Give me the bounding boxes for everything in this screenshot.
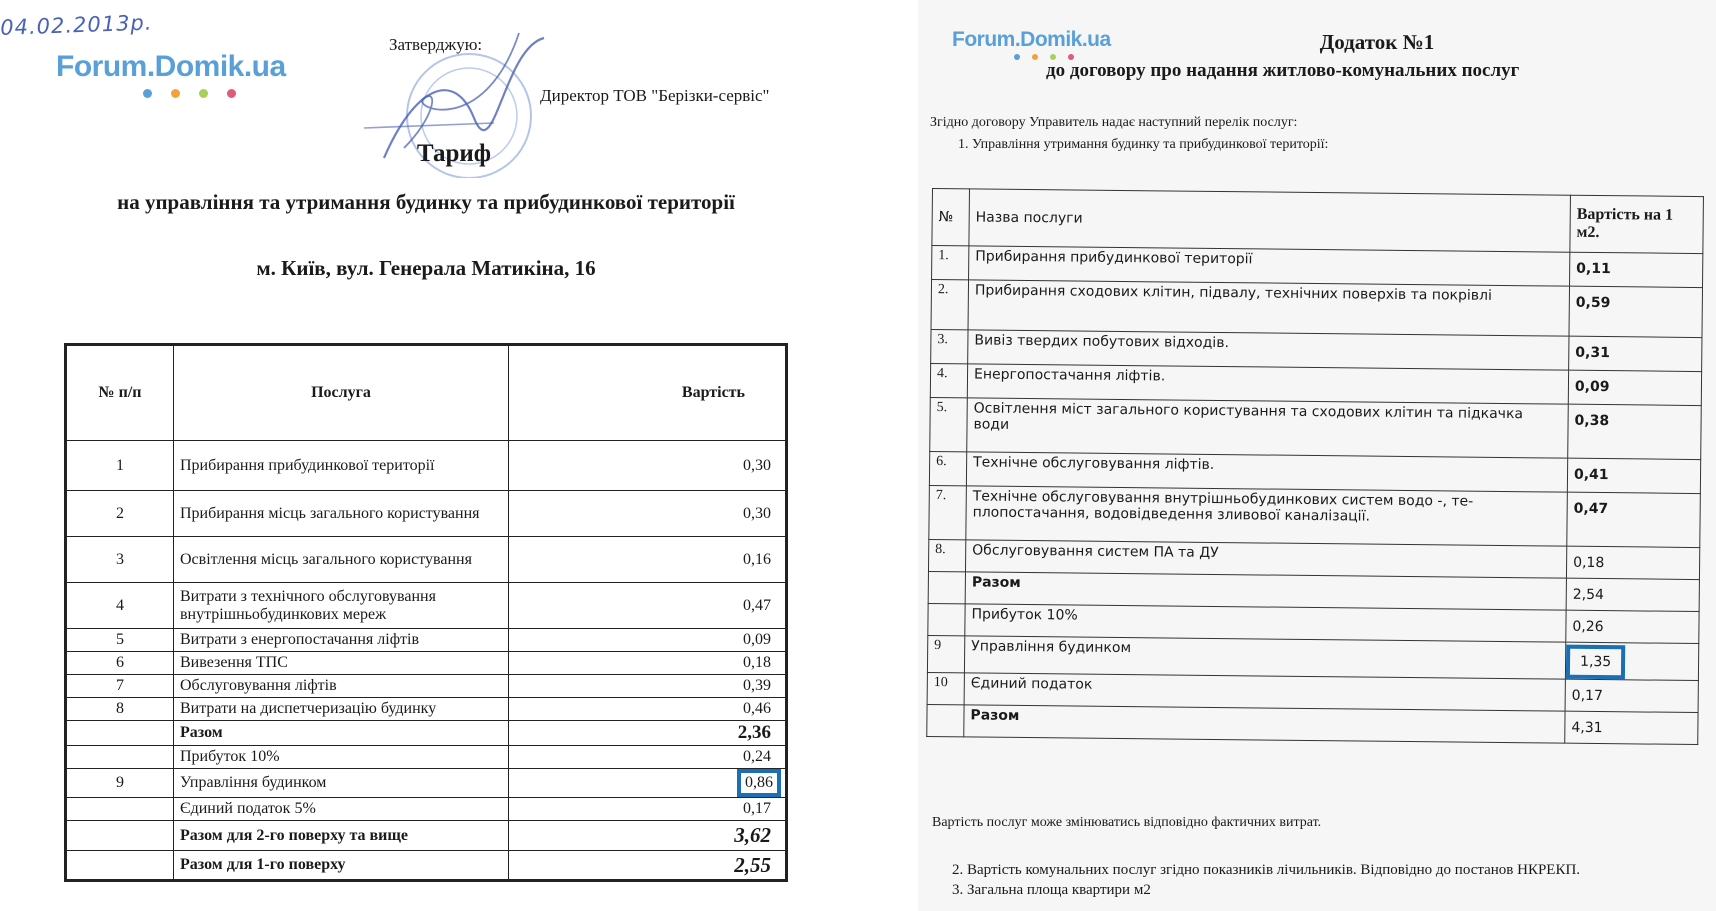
row-num: 9 xyxy=(66,769,174,798)
table-row-total xyxy=(66,721,787,746)
row-name: Прибуток 10% xyxy=(965,604,1566,642)
document-subtitle: на управління та утримання будинку та прибудинкової території xyxy=(117,190,735,214)
row-name: Єдиний податок xyxy=(964,673,1565,711)
signature-date: 04.02.2013р. xyxy=(0,10,153,40)
row-value: 0,09 xyxy=(1568,370,1701,405)
row-num: 10 xyxy=(927,672,964,704)
table-row xyxy=(66,491,787,537)
row-num: 9 xyxy=(927,635,964,672)
row-name: Єдиний податок 5% xyxy=(174,798,509,821)
row-value: 0,30 xyxy=(509,441,787,491)
row-num: 3. xyxy=(931,329,968,363)
row-value: 2,55 xyxy=(509,851,787,881)
approval-label: Затверджую: xyxy=(389,35,483,54)
intro-text: Згідно договору Управитель надає наступний перелік послуг: xyxy=(930,115,1298,130)
section-item-2: 2. Вартість комунальних послуг згідно показників лічильників. Відповідно до постанов НКРЕКП. xyxy=(952,862,1581,878)
row-name: Освітлення місць загального користування xyxy=(174,537,509,583)
row-num: 7. xyxy=(929,485,967,539)
table-row xyxy=(66,698,787,721)
row-value: 0,31 xyxy=(1569,336,1702,371)
row-value: 0,18 xyxy=(509,652,787,675)
row-num: 2 xyxy=(66,491,174,537)
section-item-1: 1. Управління утримання будинку та прибудинкової території: xyxy=(958,137,1329,152)
row-name: Витрати з технічного обслуговування внутрішньобудинкових мереж xyxy=(174,583,509,629)
right-services-table xyxy=(926,188,1704,745)
row-num xyxy=(928,603,965,635)
row-value: 0,17 xyxy=(509,798,787,821)
logo-dots-icon xyxy=(143,89,243,99)
row-num xyxy=(66,798,174,821)
row-value: 0,30 xyxy=(509,491,787,537)
appendix-title: Додаток №1 xyxy=(1319,30,1435,54)
right-contract-appendix xyxy=(918,0,1716,911)
table-row xyxy=(66,537,787,583)
row-num xyxy=(66,821,174,851)
row-value: 0,11 xyxy=(1570,252,1703,287)
row-value: 0,39 xyxy=(509,675,787,698)
section-item-3: 3. Загальна площа квартири м2 xyxy=(952,882,1151,898)
row-name: Технічне обслуговування внутрішньобудинкових систем водо -, те-плопостачання, водовідведення зливової каналізації. xyxy=(966,486,1568,546)
table-row xyxy=(66,675,787,698)
row-name: Обслуговування систем ПА та ДУ xyxy=(965,540,1566,578)
row-num: 4 xyxy=(66,583,174,629)
row-name: Прибирання прибудинкової території xyxy=(174,441,509,491)
row-num: 4. xyxy=(930,363,967,397)
table-row-total xyxy=(66,821,787,851)
appendix-subtitle: до договору про надання житлово-комунальних послуг xyxy=(1046,60,1520,81)
row-value: 0,17 xyxy=(1565,679,1698,712)
table-row xyxy=(929,485,1701,547)
table-header-row xyxy=(66,345,787,441)
table-row xyxy=(66,583,787,629)
table-row xyxy=(930,397,1702,459)
table-row-total xyxy=(927,704,1698,744)
row-value: 4,31 xyxy=(1565,711,1698,744)
row-num xyxy=(66,746,174,769)
table-header-row xyxy=(932,189,1704,254)
highlighted-value: 0,86 xyxy=(737,769,781,797)
row-value: 3,62 xyxy=(509,821,787,851)
highlighted-value: 1,35 xyxy=(1566,645,1626,680)
row-name: Прибирання прибудинкової території xyxy=(969,246,1570,286)
header-cost: Вартість на 1 м2. xyxy=(1570,195,1704,253)
row-value: 0,09 xyxy=(509,629,787,652)
table-row xyxy=(66,652,787,675)
row-num: 6. xyxy=(929,451,966,485)
table-row xyxy=(66,441,787,491)
row-name: Управління будинком xyxy=(964,636,1565,679)
header-service: Назва послуги xyxy=(969,189,1571,252)
row-num xyxy=(66,721,174,746)
row-name: Разом xyxy=(965,572,1566,610)
row-name: Прибуток 10% xyxy=(174,746,509,769)
row-value: 0,59 xyxy=(1569,286,1703,337)
row-num: 8. xyxy=(928,539,965,571)
row-value: 0,16 xyxy=(509,537,787,583)
row-value: 0,24 xyxy=(509,746,787,769)
row-value: 0,18 xyxy=(1566,546,1699,579)
row-name: Технічне обслуговування ліфтів. xyxy=(966,452,1567,492)
forum-domik-logo: Forum.Domik.ua xyxy=(952,28,1111,51)
forum-domik-logo: Forum.Domik.ua xyxy=(56,50,286,83)
row-name: Вивіз твердих побутових відходів. xyxy=(968,330,1569,370)
row-num: 2. xyxy=(931,280,969,330)
director-label: Директор ТОВ "Берізки-сервіс" xyxy=(540,86,770,105)
row-name: Прибирання сходових клітин, підвалу, технічних поверхів та покрівлі xyxy=(968,280,1569,336)
row-value: 0,47 xyxy=(1567,492,1701,547)
row-num: 8 xyxy=(66,698,174,721)
panel-divider xyxy=(908,0,918,911)
table-row xyxy=(66,769,787,798)
row-value: 0,38 xyxy=(1568,404,1702,459)
document-address: м. Київ, вул. Генерала Матикіна, 16 xyxy=(256,256,596,280)
header-num: № п/п xyxy=(66,345,174,441)
row-name: Разом для 2-го поверху та вище xyxy=(174,821,509,851)
left-tariff-table xyxy=(64,343,788,882)
row-name: Енергопостачання ліфтів. xyxy=(967,364,1568,404)
row-value: 2,36 xyxy=(509,721,787,746)
row-name: Управління будинком xyxy=(174,769,509,798)
row-name: Витрати з енергопостачання ліфтів xyxy=(174,629,509,652)
row-name: Обслуговування ліфтів xyxy=(174,675,509,698)
table-row xyxy=(66,629,787,652)
row-num: 5. xyxy=(930,397,968,451)
row-name: Вивезення ТПС xyxy=(174,652,509,675)
row-num: 1 xyxy=(66,441,174,491)
row-name: Разом для 1-го поверху xyxy=(174,851,509,881)
row-num xyxy=(927,704,964,736)
header-cost: Вартість xyxy=(509,345,787,441)
table-row xyxy=(66,798,787,821)
row-num xyxy=(928,571,965,603)
table-row xyxy=(931,280,1702,338)
row-num: 6 xyxy=(66,652,174,675)
table-row-total xyxy=(66,851,787,881)
row-value: 0,41 xyxy=(1567,458,1700,493)
row-name: Разом xyxy=(964,705,1565,743)
row-num: 3 xyxy=(66,537,174,583)
row-value: 2,54 xyxy=(1566,578,1699,611)
document-title: Тариф xyxy=(416,140,492,167)
row-num: 1. xyxy=(932,246,969,280)
row-name: Разом xyxy=(174,721,509,746)
table-row xyxy=(66,746,787,769)
row-name: Витрати на диспетчеризацію будинку xyxy=(174,698,509,721)
header-num: № xyxy=(932,189,970,246)
row-value: 0,46 xyxy=(509,698,787,721)
row-name: Прибирання місць загального користування xyxy=(174,491,509,537)
row-num: 5 xyxy=(66,629,174,652)
row-name: Освітлення міст загального користування та сходових клітин та підкачка води xyxy=(967,398,1569,458)
row-value: 0,47 xyxy=(509,583,787,629)
row-num: 7 xyxy=(66,675,174,698)
header-service: Послуга xyxy=(174,345,509,441)
cost-note: Вартість послуг може змінюватись відповідно фактичних витрат. xyxy=(932,815,1322,830)
row-value: 0,26 xyxy=(1566,610,1699,643)
row-num xyxy=(66,851,174,881)
